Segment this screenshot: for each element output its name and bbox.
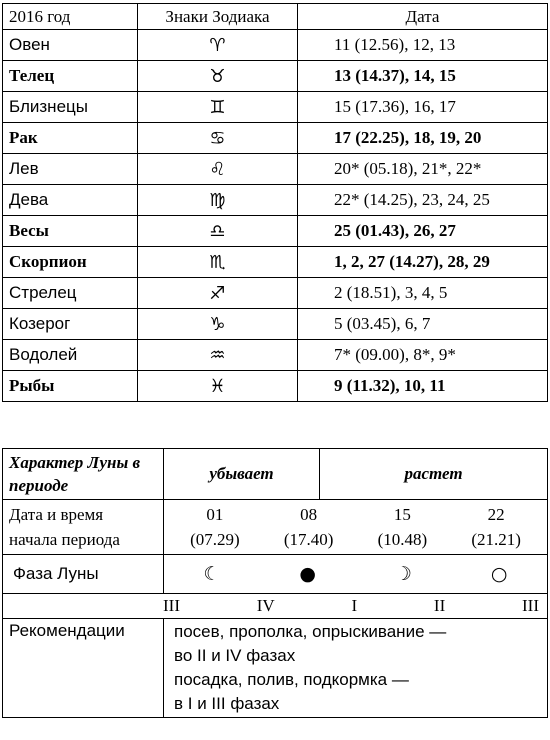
quarter-label: III <box>522 596 539 615</box>
zodiac-row <box>3 123 548 154</box>
period-date: 08 (17.40) <box>283 505 334 549</box>
zodiac-symbol-icon: ♈ <box>209 34 226 56</box>
zodiac-row <box>3 278 548 309</box>
waning-cell <box>164 449 320 500</box>
zodiac-symbol-cell <box>138 247 298 278</box>
sign-name: Близнецы <box>3 92 138 123</box>
period-date: 22 (21.21) <box>471 505 521 549</box>
zodiac-symbol-cell <box>138 216 298 247</box>
sign-date: 2 (18.51), 3, 4, 5 <box>298 278 548 309</box>
zodiac-table <box>2 3 548 402</box>
sign-name: Стрелец <box>3 278 138 309</box>
zodiac-symbol-icon: ♒ <box>209 344 226 366</box>
recommendations-text <box>164 619 547 716</box>
sign-name: Скорпион <box>3 247 138 278</box>
zodiac-symbol-icon: ♍ <box>209 189 226 211</box>
sign-name: Овен <box>3 30 138 61</box>
zodiac-header-row <box>3 4 548 30</box>
zodiac-row <box>3 247 548 278</box>
zodiac-symbol-cell <box>138 61 298 92</box>
waxing-cell <box>320 449 548 500</box>
quarter-label: III <box>163 596 180 615</box>
sign-date: 7* (09.00), 8*, 9* <box>298 340 548 371</box>
moon-character-label: Характер Луны в периоде <box>9 453 141 495</box>
sign-date: 15 (17.36), 16, 17 <box>298 92 548 123</box>
sign-name: Водолей <box>3 340 138 371</box>
zodiac-symbol-icon: ♐ <box>209 282 226 304</box>
zodiac-symbol-cell <box>138 371 298 402</box>
zodiac-row <box>3 30 548 61</box>
quarters <box>3 596 547 616</box>
zodiac-symbol-cell <box>138 154 298 185</box>
waxing-crescent-icon: ☽ <box>394 563 412 585</box>
phase-icons-cell <box>164 555 548 594</box>
period-date: 15 (10.48) <box>377 505 428 549</box>
period-dates <box>164 502 547 552</box>
rec-line: во II и IV фазах <box>174 646 296 665</box>
sign-name: Весы <box>3 216 138 247</box>
rec-line: посев, прополка, опрыскивание — <box>174 622 447 641</box>
recommendations-row <box>3 619 548 718</box>
zodiac-symbol-cell <box>138 278 298 309</box>
sign-date: 9 (11.32), 10, 11 <box>298 371 548 402</box>
sign-name: Лев <box>3 154 138 185</box>
moon-phase-row <box>3 555 548 594</box>
sign-date: 20* (05.18), 21*, 22* <box>298 154 548 185</box>
zodiac-symbol-cell <box>138 123 298 154</box>
zodiac-symbol-cell <box>138 185 298 216</box>
zodiac-body <box>3 30 548 402</box>
zodiac-symbol-cell <box>138 340 298 371</box>
waxing-label: растет <box>404 464 463 483</box>
quarter-label: IV <box>256 596 275 615</box>
zodiac-symbol-icon: ♓ <box>209 375 226 397</box>
sign-date: 1, 2, 27 (14.27), 28, 29 <box>298 247 548 278</box>
moon-header-row <box>3 449 548 500</box>
period-dates-cell <box>164 500 548 555</box>
phase-label: Фаза Луны <box>13 564 99 583</box>
sign-name: Телец <box>3 61 138 92</box>
zodiac-row <box>3 371 548 402</box>
zodiac-symbol-icon: ♎ <box>209 220 226 242</box>
quarters-row <box>3 594 548 619</box>
zodiac-symbol-cell <box>138 92 298 123</box>
phase-label-cell <box>3 555 164 594</box>
quarter-label: II <box>433 596 446 615</box>
waning-crescent-icon: ☾ <box>203 563 221 585</box>
zodiac-row <box>3 185 548 216</box>
rec-line: посадка, полив, подкормка — <box>174 670 409 689</box>
zodiac-row <box>3 340 548 371</box>
zodiac-row <box>3 216 548 247</box>
full-moon-icon: ○ <box>490 563 508 585</box>
header-date: Дата <box>298 4 548 30</box>
waning-label: убывает <box>209 464 274 483</box>
moon-dates-row <box>3 500 548 555</box>
new-moon-icon: ● <box>299 563 316 585</box>
sign-date: 13 (14.37), 14, 15 <box>298 61 548 92</box>
zodiac-symbol-icon: ♊ <box>209 96 226 118</box>
zodiac-row <box>3 154 548 185</box>
moon-table <box>2 448 548 718</box>
sign-date: 17 (22.25), 18, 19, 20 <box>298 123 548 154</box>
zodiac-row <box>3 61 548 92</box>
zodiac-symbol-cell <box>138 309 298 340</box>
sign-date: 11 (12.56), 12, 13 <box>298 30 548 61</box>
sign-name: Рыбы <box>3 371 138 402</box>
header-signs: Знаки Зодиака <box>138 4 298 30</box>
moon-character-label-cell <box>3 449 164 500</box>
zodiac-row <box>3 92 548 123</box>
zodiac-symbol-icon: ♉ <box>209 65 226 87</box>
quarter-label: I <box>351 596 358 615</box>
zodiac-symbol-cell <box>138 30 298 61</box>
sign-date: 25 (01.43), 26, 27 <box>298 216 548 247</box>
zodiac-symbol-icon: ♋ <box>209 127 226 149</box>
zodiac-row <box>3 309 548 340</box>
period-date: 01 (07.29) <box>190 505 240 549</box>
rec-line: в I и III фазах <box>174 694 280 713</box>
rec-label: Рекомендации <box>9 621 125 640</box>
sign-date: 5 (03.45), 6, 7 <box>298 309 548 340</box>
period-label: Дата и время начала периода <box>9 505 120 549</box>
sign-name: Дева <box>3 185 138 216</box>
rec-text-cell <box>164 619 548 718</box>
zodiac-symbol-icon: ♑ <box>209 313 226 335</box>
quarters-cell <box>3 594 548 619</box>
phase-icons <box>164 563 547 585</box>
sign-name: Козерог <box>3 309 138 340</box>
rec-label-cell <box>3 619 164 718</box>
period-label-cell <box>3 500 164 555</box>
zodiac-symbol-icon: ♏ <box>209 251 226 273</box>
header-year: 2016 год <box>3 4 138 30</box>
sign-date: 22* (14.25), 23, 24, 25 <box>298 185 548 216</box>
sign-name: Рак <box>3 123 138 154</box>
zodiac-symbol-icon: ♌ <box>209 158 226 180</box>
